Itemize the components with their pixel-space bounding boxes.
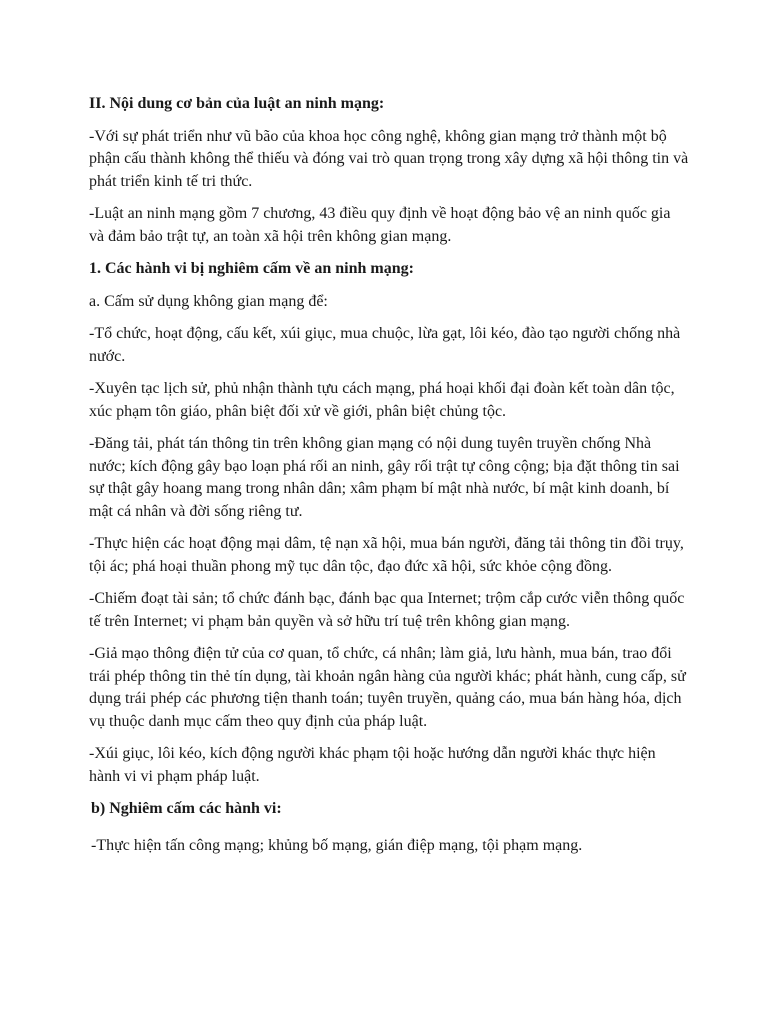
- part-a-item: -Thực hiện các hoạt động mại dâm, tệ nạn xã hội, mua bán người, đăng tải thông tin đồi trụy, tội ác; phá hoại thuần phong mỹ tục dân tộc, đạo đức xã hội, sức khỏe cộng đồng.: [89, 535, 684, 575]
- part-a-item: -Xúi giục, lôi kéo, kích động người khác phạm tội hoặc hướng dẫn người khác thực hiện hành vi vi phạm pháp luật.: [89, 745, 656, 785]
- part-b-item: -Thực hiện tấn công mạng; khủng bố mạng, gián điệp mạng, tội phạm mạng.: [91, 836, 583, 854]
- part-a-item: -Đăng tải, phát tán thông tin trên không gian mạng có nội dung tuyên truyền chống Nhà nước; kích động gây bạo loạn phá rối an ninh, gây rối trật tự công cộng; bịa đặt thông tin sai sự thật gây hoang mang trong nhân dân; xâm phạm bí mật nhà nước, bí mật kinh doanh, bí mật cá nhân và đời sống riêng tư.: [89, 435, 680, 520]
- part-b-title: b) Nghiêm cấm các hành vi:: [91, 800, 282, 817]
- part-a-item: -Giả mạo thông điện tử của cơ quan, tổ chức, cá nhân; làm giả, lưu hành, mua bán, trao đổi trái phép thông tin thẻ tín dụng, tài khoản ngân hàng của người khác; phát hành, cung cấp, sử dụng trái phép các phương tiện thanh toán; tuyên truyền, quảng cáo, mua bán hàng hóa, dịch vụ thuộc danh mục cấm theo quy định của pháp luật.: [89, 645, 686, 730]
- part-a-title: a. Cấm sử dụng không gian mạng để:: [89, 292, 328, 310]
- document-body: [89, 93, 689, 867]
- section-title: II. Nội dung cơ bản của luật an ninh mạng:: [89, 95, 385, 112]
- part-a-item: -Chiếm đoạt tài sản; tổ chức đánh bạc, đánh bạc qua Internet; trộm cắp cước viễn thông quốc tế trên Internet; vi phạm bản quyền và sở hữu trí tuệ trên không gian mạng.: [89, 590, 685, 630]
- part-a-item: -Xuyên tạc lịch sử, phủ nhận thành tựu cách mạng, phá hoại khối đại đoàn kết toàn dân tộc, xúc phạm tôn giáo, phân biệt đối xử về giới, phân biệt chủng tộc.: [89, 380, 675, 420]
- subsection-title: 1. Các hành vi bị nghiêm cấm về an ninh mạng:: [89, 260, 414, 277]
- part-a-item: -Tổ chức, hoạt động, cấu kết, xúi giục, mua chuộc, lừa gạt, lôi kéo, đào tạo người chống nhà nước.: [89, 325, 681, 365]
- intro-paragraph-2: -Luật an ninh mạng gồm 7 chương, 43 điều quy định về hoạt động bảo vệ an ninh quốc gia và đảm bảo trật tự, an toàn xã hội trên không gian mạng.: [89, 205, 671, 245]
- intro-paragraph-1: -Với sự phát triển như vũ bão của khoa học công nghệ, không gian mạng trở thành một bộ phận cấu thành không thể thiếu và đóng vai trò quan trọng trong xây dựng xã hội thông tin và phát triển kinh tế tri thức.: [89, 127, 689, 190]
